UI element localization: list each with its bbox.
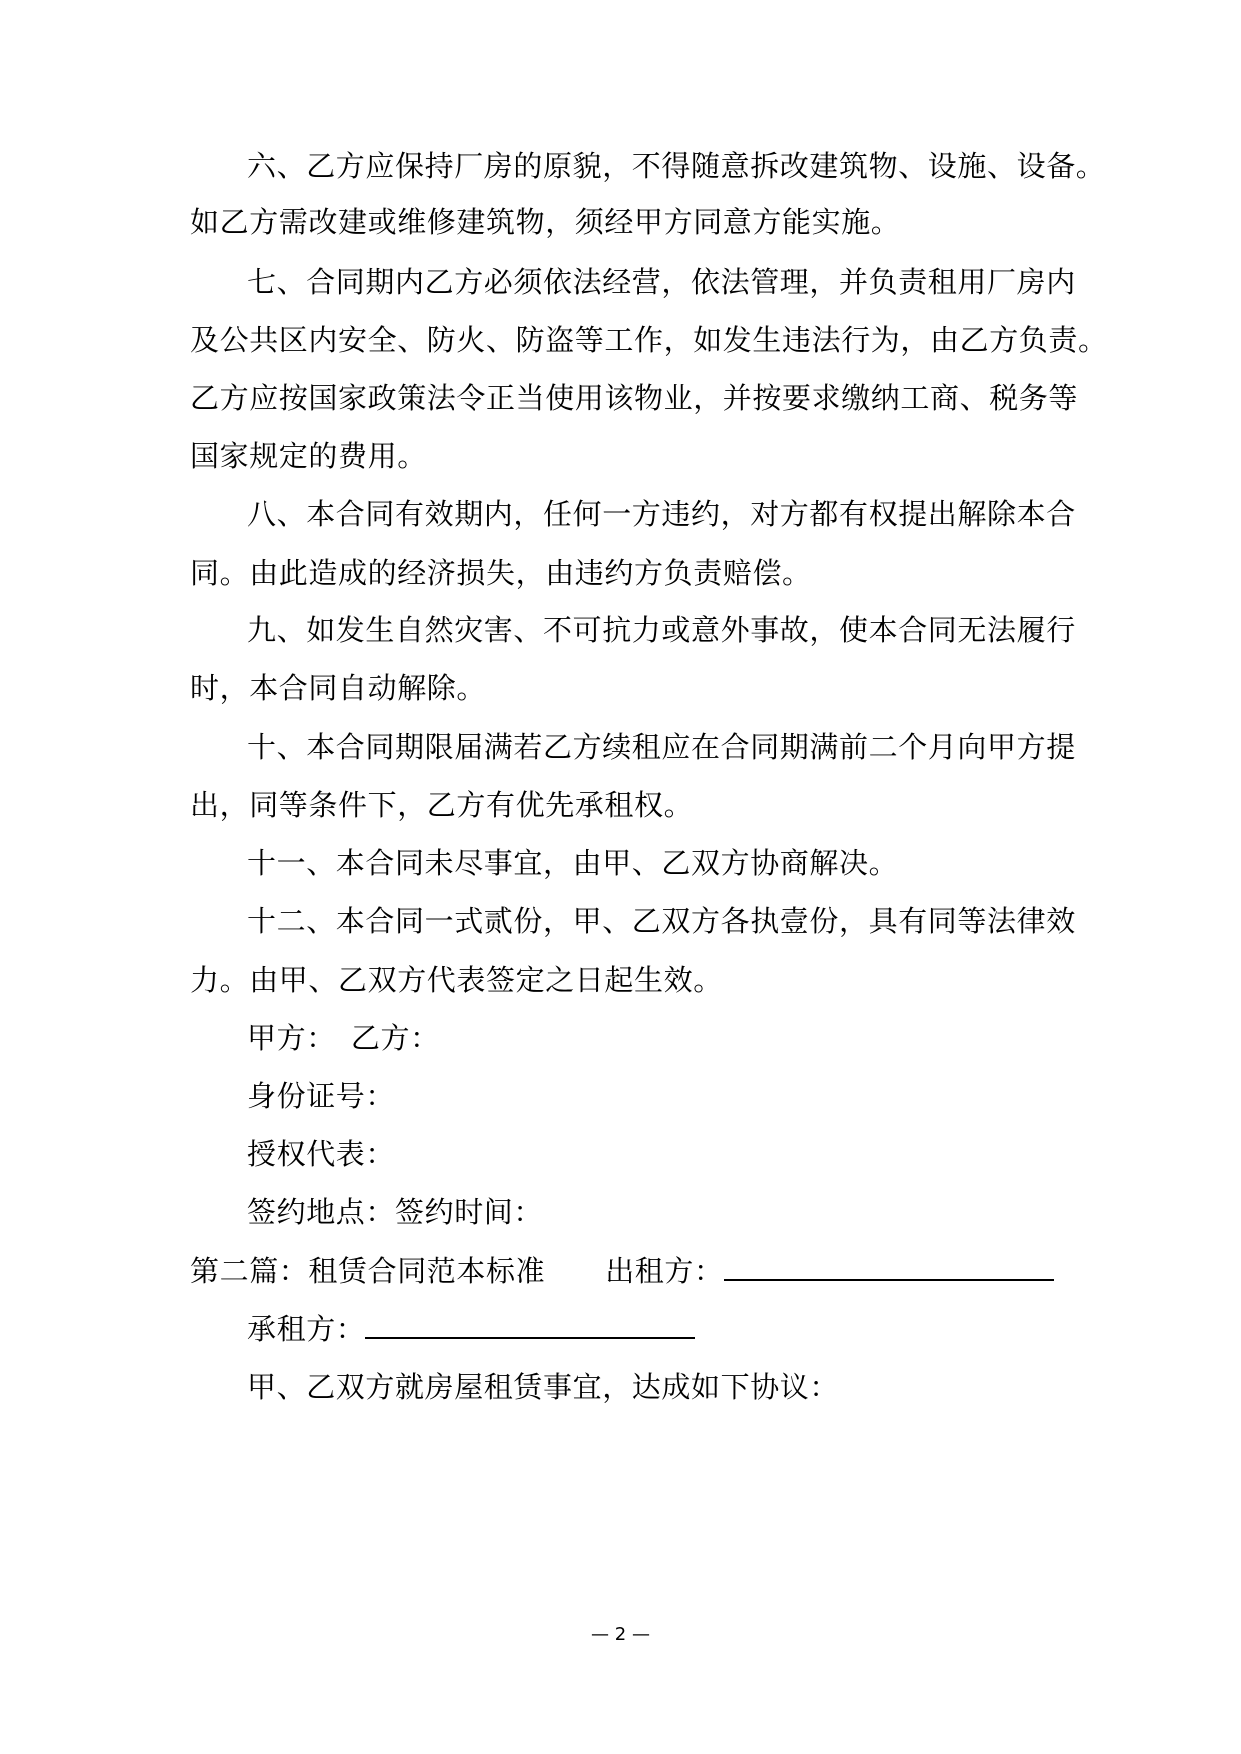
clause-8-line-1: 八、本合同有效期内，任何一方违约，对方都有权提出解除本合 — [247, 497, 1076, 531]
lessee-label: 承租方： — [247, 1312, 366, 1346]
section-heading-line — [190, 1251, 1054, 1291]
clause-9-line-1: 九、如发生自然灾害、不可抗力或意外事故，使本合同无法履行 — [247, 613, 1076, 647]
page-number: — 2 — — [591, 1624, 650, 1645]
lessee-blank — [365, 1311, 695, 1339]
clause-10-line-2: 出，同等条件下，乙方有优先承租权。 — [190, 788, 694, 822]
clause-12-line-2: 力。由甲、乙双方代表签定之日起生效。 — [190, 963, 723, 997]
clause-11-line-1: 十一、本合同未尽事宜，由甲、乙双方协商解决。 — [247, 846, 899, 880]
clause-12-line-1: 十二、本合同一式贰份，甲、乙双方各执壹份，具有同等法律效 — [247, 904, 1076, 938]
party-a-b-line: 甲方： 乙方： — [247, 1021, 440, 1055]
authorized-rep-line: 授权代表： — [247, 1137, 396, 1171]
clause-7-line-3: 乙方应按国家政策法令正当使用该物业，并按要求缴纳工商、税务等 — [190, 381, 1079, 415]
section-heading: 第二篇：租赁合同范本标准 — [190, 1254, 546, 1288]
clause-10-line-1: 十、本合同期限届满若乙方续租应在合同期满前二个月向甲方提 — [247, 730, 1076, 764]
signing-place-time-line: 签约地点：签约时间： — [247, 1195, 544, 1229]
lessee-line — [247, 1309, 695, 1349]
clause-7-line-4: 国家规定的费用。 — [190, 439, 427, 473]
id-number-line: 身份证号： — [247, 1079, 396, 1113]
clause-7-line-1: 七、合同期内乙方必须依法经营，依法管理，并负责租用厂房内 — [247, 265, 1076, 299]
clause-6-line-1: 六、乙方应保持厂房的原貌，不得随意拆改建筑物、设施、设备。 — [247, 149, 1106, 183]
clause-8-line-2: 同。由此造成的经济损失，由违约方负责赔偿。 — [190, 556, 812, 590]
agreement-line: 甲、乙双方就房屋租赁事宜，达成如下协议： — [247, 1370, 840, 1404]
lessor-label: 出租方： — [605, 1254, 724, 1288]
clause-9-line-2: 时，本合同自动解除。 — [190, 671, 487, 705]
clause-7-line-2: 及公共区内安全、防火、防盗等工作，如发生违法行为，由乙方负责。 — [190, 323, 1108, 357]
lessor-blank — [724, 1253, 1054, 1281]
clause-6-line-2: 如乙方需改建或维修建筑物，须经甲方同意方能实施。 — [190, 205, 901, 239]
